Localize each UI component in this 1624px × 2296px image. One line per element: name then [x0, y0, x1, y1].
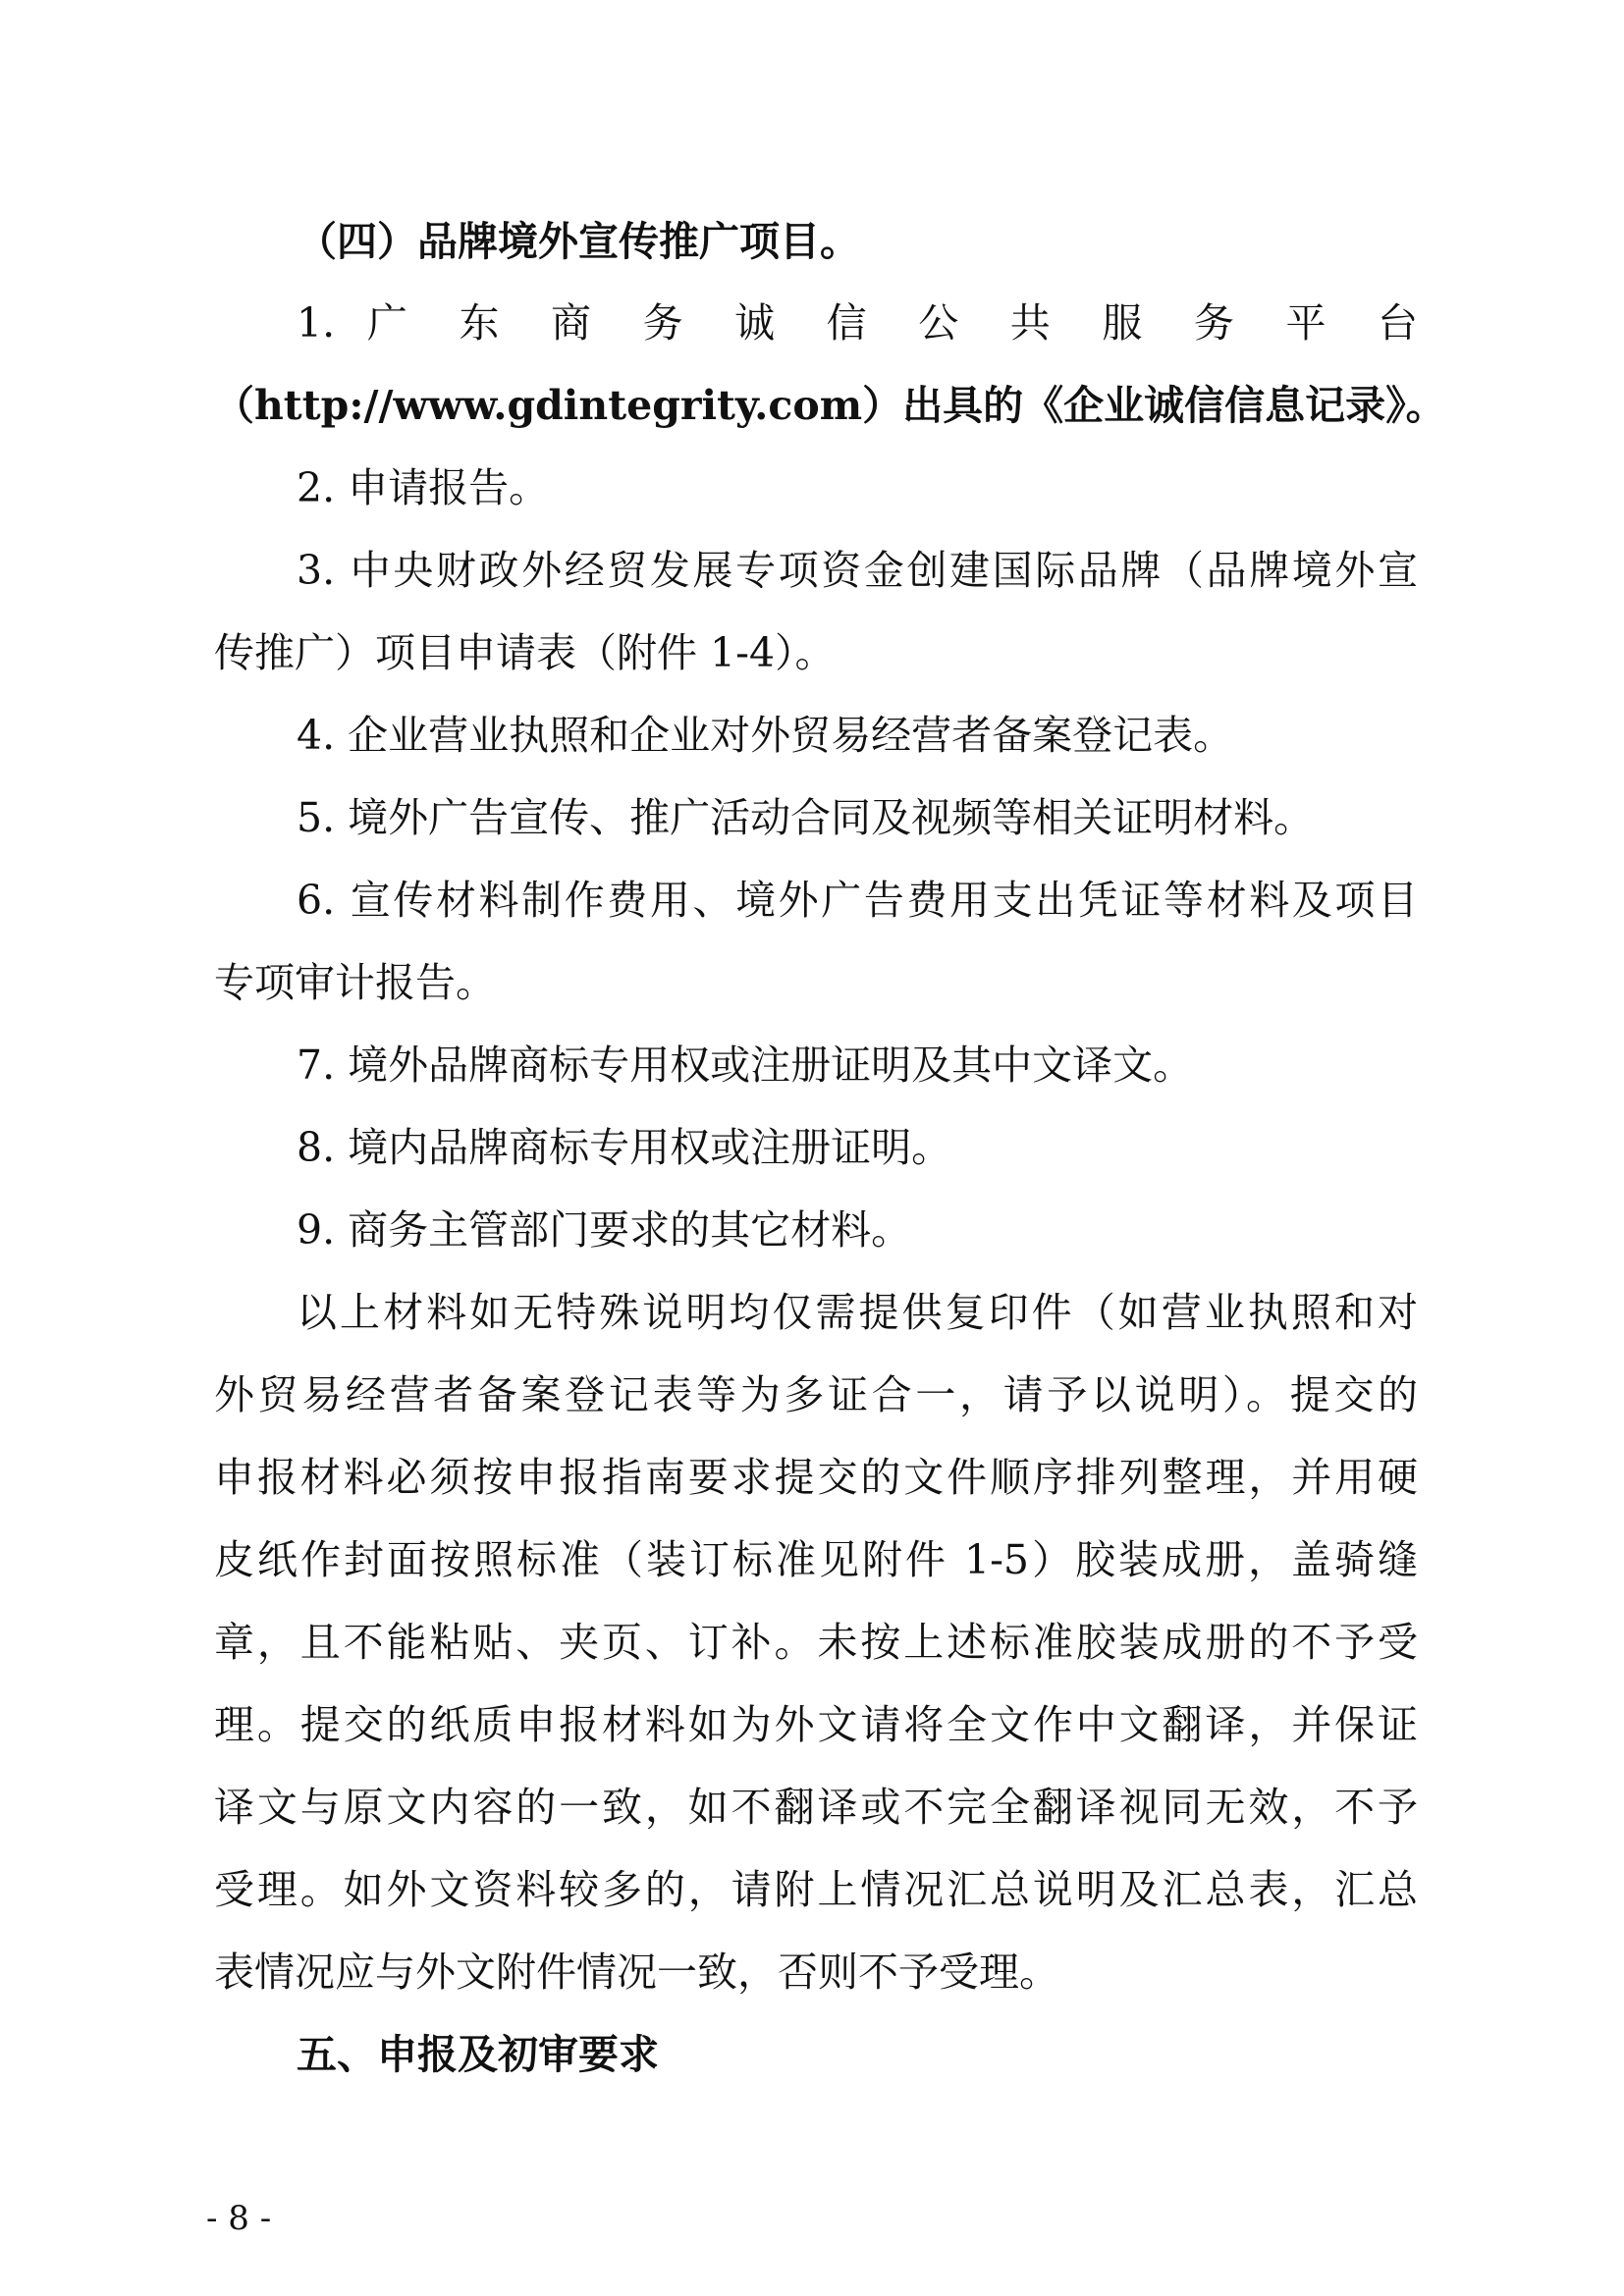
item-6-line-1: 6. 宣传材料制作费用、境外广告费用支出凭证等材料及项目	[297, 877, 1418, 924]
section-heading: （四）品牌境外宣传推广项目。	[297, 218, 860, 265]
item-8: 8. 境内品牌商标专用权或注册证明。	[297, 1124, 952, 1171]
item-6-line-2: 专项审计报告。	[214, 959, 496, 1006]
notes-line-6: 理。提交的纸质申报材料如为外文请将全文作中文翻译，并保证	[214, 1701, 1418, 1748]
item-1-line-2: （http://www.gdintegrity.com）出具的《企业诚信信息记录》。	[214, 382, 1446, 429]
notes-line-7: 译文与原文内容的一致，如不翻译或不完全翻译视同无效，不予	[214, 1784, 1418, 1831]
item-3-line-2: 传推广）项目申请表（附件 1-4）。	[214, 629, 836, 676]
item-5: 5. 境外广告宣传、推广活动合同及视频等相关证明材料。	[297, 794, 1315, 841]
page-number: - 8 -	[206, 2199, 272, 2238]
item-3-line-1: 3. 中央财政外经贸发展专项资金创建国际品牌（品牌境外宣	[297, 547, 1418, 594]
notes-line-9: 表情况应与外文附件情况一致，否则不予受理。	[214, 1949, 1059, 1996]
notes-line-4: 皮纸作封面按照标准（装订标准见附件 1-5）胶装成册，盖骑缝	[214, 1536, 1418, 1583]
notes-line-2: 外贸易经营者备案登记表等为多证合一，请予以说明）。提交的	[214, 1371, 1418, 1418]
notes-line-3: 申报材料必须按申报指南要求提交的文件顺序排列整理，并用硬	[214, 1454, 1418, 1501]
item-9: 9. 商务主管部门要求的其它材料。	[297, 1206, 912, 1254]
item-2: 2. 申请报告。	[297, 464, 550, 511]
item-4: 4. 企业营业执照和企业对外贸易经营者备案登记表。	[297, 712, 1234, 759]
item-7: 7. 境外品牌商标专用权或注册证明及其中文译文。	[297, 1041, 1194, 1089]
next-section-heading: 五、申报及初审要求	[297, 2031, 659, 2078]
notes-line-1: 以上材料如无特殊说明均仅需提供复印件（如营业执照和对	[297, 1289, 1418, 1336]
notes-line-8: 受理。如外文资料较多的，请附上情况汇总说明及汇总表，汇总	[214, 1866, 1418, 1913]
notes-line-5: 章，且不能粘贴、夹页、订补。未按上述标准胶装成册的不予受	[214, 1619, 1418, 1666]
item-1-line-1: 1. 广 东 商 务 诚 信 公 共 服 务 平 台	[297, 299, 1418, 347]
